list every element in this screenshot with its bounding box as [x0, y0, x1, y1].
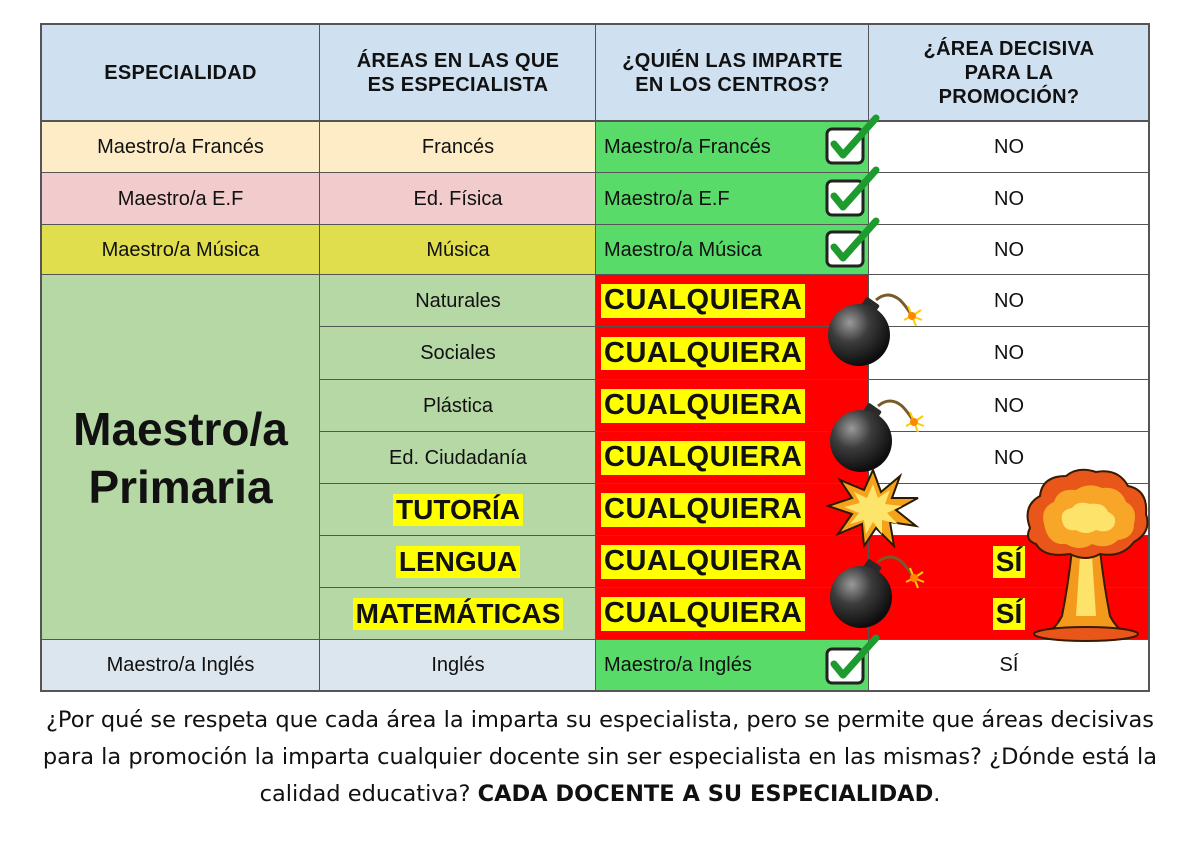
area-ciudadania-text: Ed. Ciudadanía: [389, 446, 527, 469]
cell-area-ef: [320, 173, 596, 225]
cell-decisiva-musica: [869, 225, 1149, 275]
cell-decisiva-frances: [869, 121, 1149, 173]
cell-area-tutoria: [320, 484, 596, 536]
header-decisiva-line2: PARA LA: [964, 61, 1054, 84]
especialidad-ef-text: Maestro/a E.F: [117, 187, 244, 210]
cell-decisiva-ef: [869, 173, 1149, 225]
primaria-line1: Maestro/a: [73, 402, 288, 455]
cell-area-ingles: [320, 640, 596, 691]
area-tutoria-text: TUTORÍA: [393, 494, 523, 526]
check-icon: [824, 114, 882, 168]
header-decisiva: [869, 24, 1149, 121]
cell-area-lengua: [320, 536, 596, 588]
header-especialidad-text: ESPECIALIDAD: [104, 61, 257, 84]
bomb-icon: [826, 552, 926, 630]
header-decisiva-line1: ¿ÁREA DECISIVA: [923, 37, 1095, 60]
decisiva-sociales-text: NO: [994, 342, 1024, 364]
area-matematicas-text: MATEMÁTICAS: [353, 598, 564, 630]
quien-ingles-text: Maestro/a Inglés: [604, 654, 752, 676]
area-lengua-text: LENGUA: [396, 546, 520, 578]
footer-end: .: [933, 781, 941, 807]
cell-especialidad-frances: [41, 121, 320, 173]
header-areas-line1: ÁREAS EN LAS QUE: [356, 49, 560, 72]
cell-decisiva-ingles: [869, 640, 1149, 691]
check-icon: [824, 166, 882, 220]
quien-sociales-text: CUALQUIERA: [601, 337, 805, 370]
decisiva-ciudadania-text: NO: [994, 446, 1024, 469]
cell-especialidad-primaria: [41, 275, 320, 640]
especialidad-frances-text: Maestro/a Francés: [97, 135, 264, 158]
cell-especialidad-ingles: [41, 640, 320, 691]
header-especialidad: [41, 24, 320, 121]
footer-text: ¿Por qué se respeta que cada área la imparta su especialista, pero se permite que áreas decisivas para la promoción la imparta cualquier docente sin ser especialista en las mismas? ¿Dónde está la calidad educativa?: [42, 707, 1158, 807]
quien-ef-text: Maestro/a E.F: [604, 187, 730, 210]
header-decisiva-line3: PROMOCIÓN?: [938, 85, 1080, 108]
cell-area-musica: [320, 225, 596, 275]
area-ingles-text: Inglés: [431, 654, 485, 676]
primaria-line2: Primaria: [88, 460, 273, 513]
decisiva-lengua-text: SÍ: [993, 546, 1025, 578]
decisiva-frances-text: NO: [994, 135, 1024, 158]
area-sociales-text: Sociales: [420, 342, 496, 364]
quien-tutoria-text: CUALQUIERA: [601, 493, 805, 526]
cell-especialidad-ef: [41, 173, 320, 225]
mushroom-cloud-icon: [1022, 466, 1150, 642]
header-areas: [320, 24, 596, 121]
cell-area-frances: [320, 121, 596, 173]
header-quien-line1: ¿QUIÉN LAS IMPARTE: [622, 49, 843, 72]
cell-area-naturales: [320, 275, 596, 327]
check-icon: [824, 217, 882, 271]
decisiva-plastica-text: NO: [994, 394, 1024, 417]
quien-lengua-text: CUALQUIERA: [601, 545, 805, 578]
bomb-icon: [826, 396, 926, 474]
cell-area-ciudadania: [320, 432, 596, 484]
quien-musica-text: Maestro/a Música: [604, 238, 762, 261]
quien-ciudadania-text: CUALQUIERA: [601, 441, 805, 474]
decisiva-matematicas-text: SÍ: [993, 598, 1025, 630]
especialidad-musica-text: Maestro/a Música: [101, 238, 260, 261]
bomb-icon: [824, 290, 924, 368]
cell-especialidad-musica: [41, 225, 320, 275]
quien-naturales-text: CUALQUIERA: [601, 284, 805, 317]
header-quien: [596, 24, 869, 121]
footer-question: [20, 702, 1180, 813]
especialidad-ingles-text: Maestro/a Inglés: [106, 654, 255, 676]
decisiva-ef-text: NO: [994, 187, 1024, 210]
area-frances-text: Francés: [421, 135, 495, 158]
area-plastica-text: Plástica: [422, 394, 494, 417]
quien-plastica-text: CUALQUIERA: [601, 389, 805, 422]
area-musica-text: Música: [426, 238, 490, 261]
quien-matematicas-text: CUALQUIERA: [601, 597, 805, 630]
cell-area-plastica: [320, 380, 596, 432]
explosion-icon: [826, 468, 920, 548]
decisiva-musica-text: NO: [994, 238, 1024, 261]
decisiva-naturales-text: NO: [994, 289, 1024, 312]
decisiva-ingles-text: SÍ: [999, 654, 1019, 676]
cell-area-matematicas: [320, 588, 596, 640]
check-icon: [824, 634, 882, 688]
header-quien-line2: EN LOS CENTROS?: [635, 73, 830, 96]
footer-bold-slogan: CADA DOCENTE A SU ESPECIALIDAD: [477, 781, 934, 807]
area-naturales-text: Naturales: [415, 289, 501, 312]
header-areas-line2: ES ESPECIALISTA: [367, 73, 549, 96]
area-ef-text: Ed. Física: [413, 187, 503, 210]
cell-area-sociales: [320, 327, 596, 380]
quien-frances-text: Maestro/a Francés: [604, 135, 771, 158]
